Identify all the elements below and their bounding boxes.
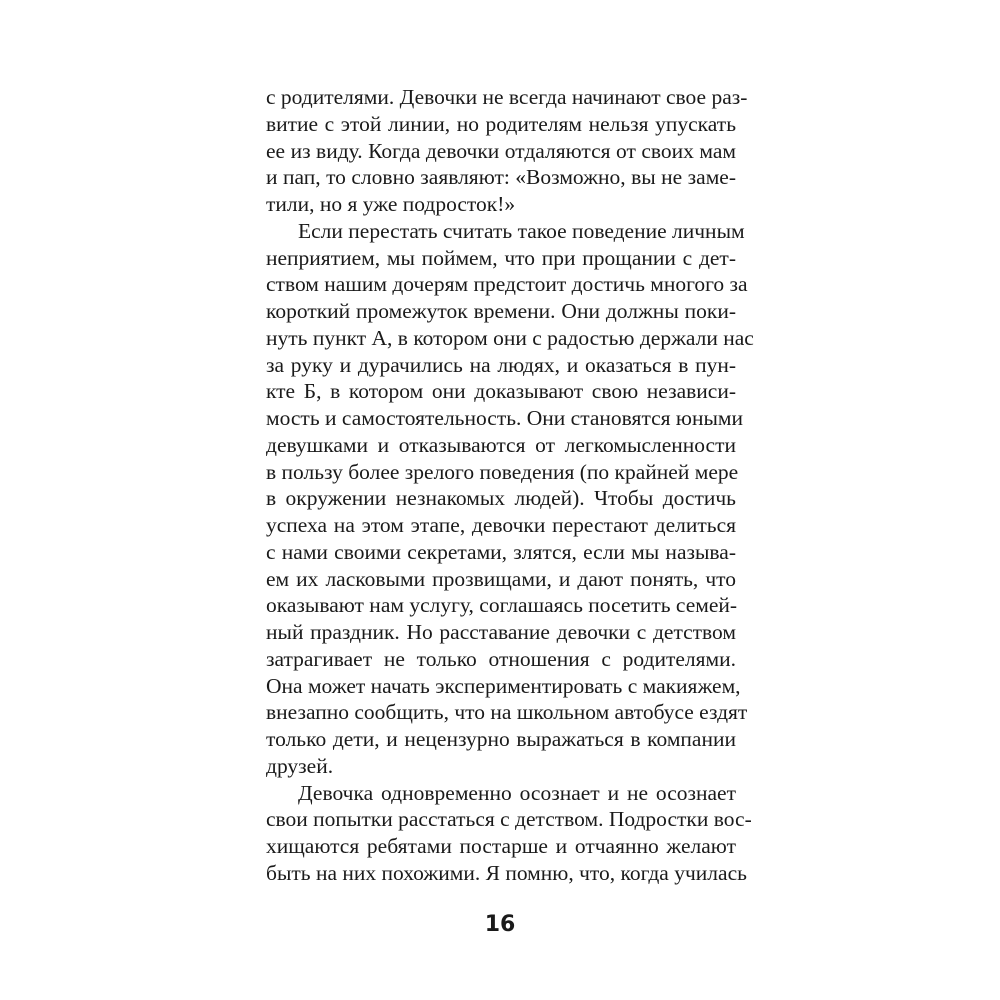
text-line: ее из виду. Когда девочки отдаляются от своих мам <box>266 138 736 163</box>
text-line: ством нашим дочерям предстоит достичь многого за <box>266 272 748 297</box>
text-line: ем их ласковыми прозвищами, и дают понять, что <box>266 566 736 591</box>
text-line: неприятием, мы поймем, что при прощании с дет- <box>266 245 736 270</box>
text-line: только дети, и нецензурно выражаться в компании <box>266 727 736 751</box>
text-line: затрагивает не только отношения с родителями. <box>266 646 736 671</box>
text-line: тили, но я уже подросток!» <box>266 192 516 216</box>
text-line: в пользу более зрелого поведения (по крайней мере <box>266 459 739 484</box>
text-line: мость и самостоятельность. Они становятся юными <box>266 406 744 430</box>
text-line: и пап, то словно заявляют: «Возможно, вы не заме- <box>266 165 736 190</box>
paragraph <box>266 84 748 218</box>
page-number: 16 <box>484 912 516 937</box>
text-line: оказывают нам услугу, соглашаясь посетить семей- <box>266 593 738 618</box>
text-line: быть на них похожими. Я помню, что, когда училась <box>266 860 747 885</box>
paragraph <box>266 218 754 780</box>
text-line: с родителями. Девочки не всегда начинают свое раз- <box>266 85 748 109</box>
text-line: хищаются ребятами постарше и отчаянно желают <box>266 834 736 858</box>
paragraph <box>266 780 752 887</box>
text-line: витие с этой линии, но родителям нельзя упускать <box>266 111 736 136</box>
text-line: девушками и отказываются от легкомысленности <box>266 432 736 457</box>
text-line: нуть пункт А, в котором они с радостью держали нас <box>266 325 754 350</box>
text-line: с нами своими секретами, злятся, если мы называ- <box>266 539 736 564</box>
text-line: Если перестать считать такое поведение личным <box>298 218 745 243</box>
text-line: свои попытки расстаться с детством. Подростки вос- <box>266 807 752 832</box>
body-text <box>266 84 754 887</box>
text-line: ный праздник. Но расставание девочки с детством <box>266 620 736 644</box>
text-line: Девочка одновременно осознает и не осознает <box>298 780 736 805</box>
text-line: в окружении незнакомых людей). Чтобы достичь <box>266 486 736 511</box>
text-line: кте Б, в котором они доказывают свою независи- <box>266 379 736 404</box>
text-line: друзей. <box>266 753 334 778</box>
text-line: успеха на этом этапе, девочки перестают делиться <box>266 513 736 537</box>
text-line: короткий промежуток времени. Они должны поки- <box>266 299 736 323</box>
text-line: за руку и дурачились на людях, и оказаться в пун- <box>266 352 736 377</box>
text-line: Она может начать экспериментировать с макияжем, <box>266 673 741 698</box>
text-line: внезапно сообщить, что на школьном автобусе ездят <box>266 700 748 725</box>
